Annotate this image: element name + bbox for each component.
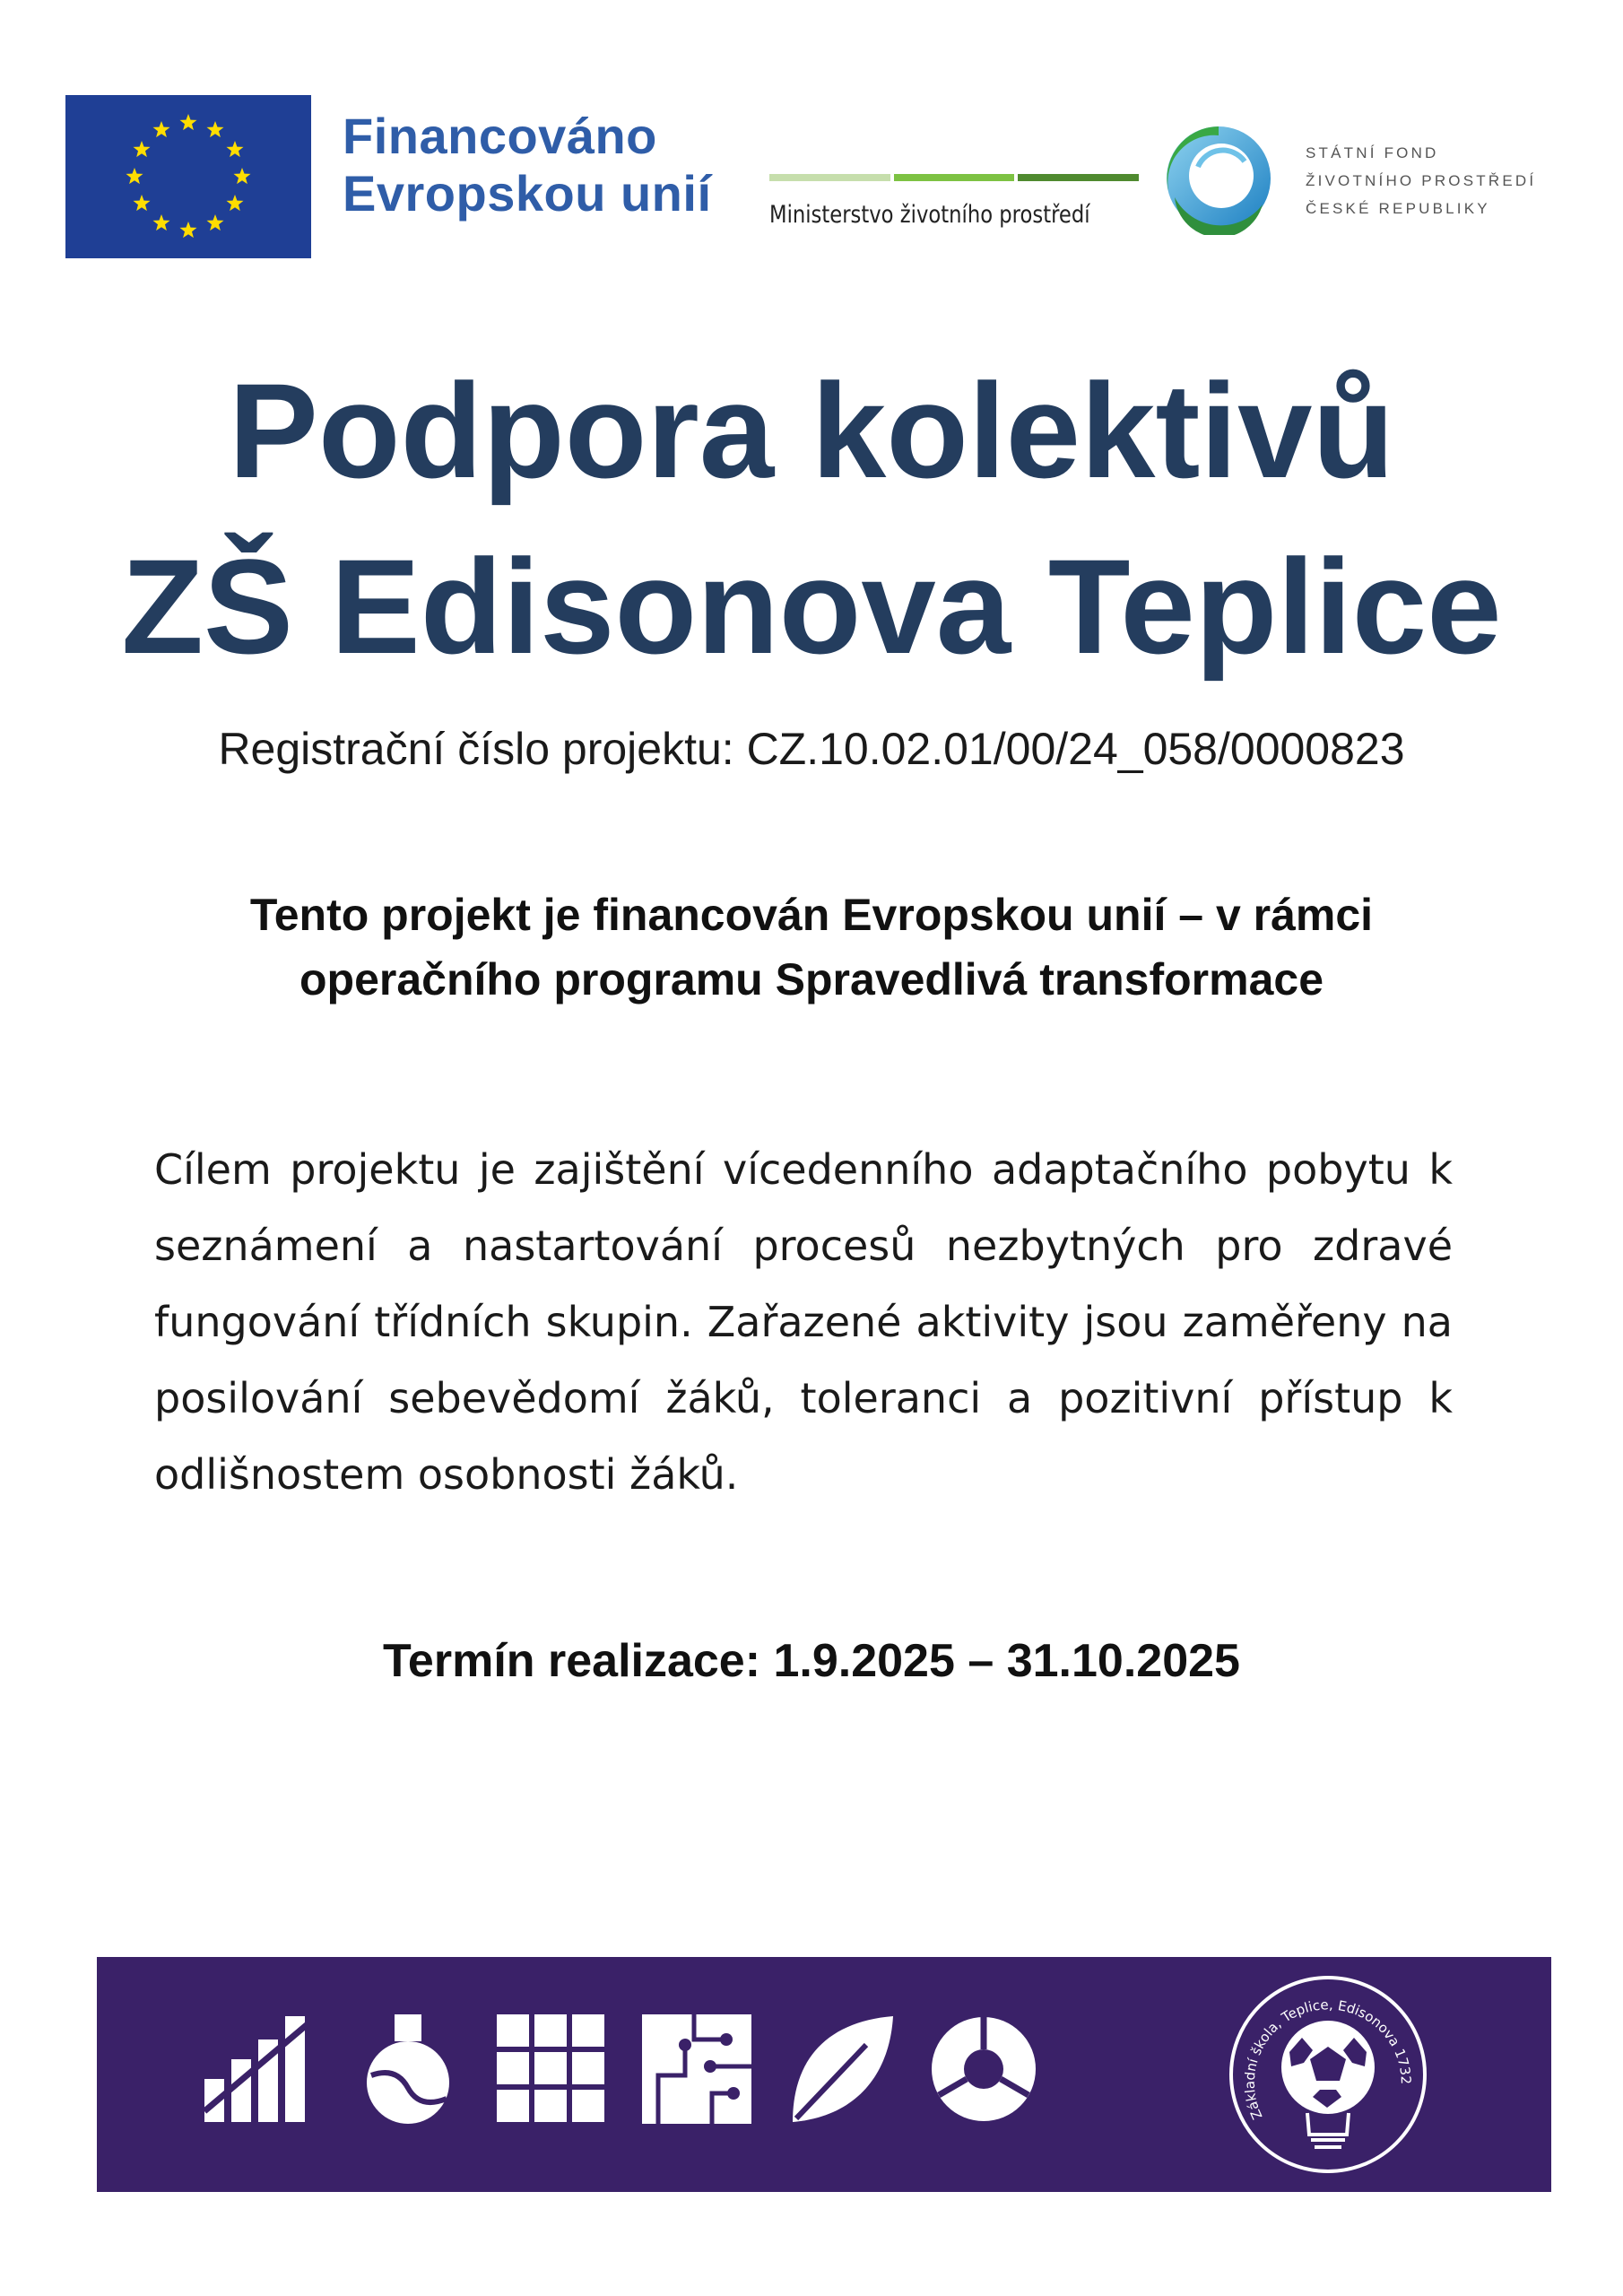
- eu-star: [207, 121, 224, 137]
- eu-star: [180, 222, 197, 238]
- sfzp-line1: STÁTNÍ FOND: [1306, 144, 1439, 161]
- circuit-icon: [640, 2013, 753, 2126]
- realization-term: Termín realizace: 1.9.2025 – 31.10.2025: [383, 1635, 1240, 1687]
- eu-star: [134, 141, 151, 157]
- sfzp-name: [1306, 139, 1536, 222]
- ministry-color-bars: [769, 174, 1139, 181]
- grid-cell: [534, 2014, 567, 2047]
- grid-cell: [497, 2014, 529, 2047]
- grid-cell: [534, 2052, 567, 2084]
- eu-star: [180, 114, 197, 130]
- ministry-logo: [769, 174, 1139, 229]
- title-line2: ZŠ Edisonova Teplice: [121, 531, 1502, 682]
- grid-cell: [572, 2052, 604, 2084]
- eu-funding-label: [343, 108, 712, 222]
- eu-star: [153, 121, 170, 137]
- leaf-icon: [784, 2013, 897, 2126]
- eu-star: [134, 195, 151, 211]
- sfzp-line2: ŽIVOTNÍHO PROSTŘEDÍ: [1306, 172, 1537, 189]
- bar-chart-icon: [201, 2013, 314, 2126]
- grid-cell: [572, 2090, 604, 2122]
- registration-number: Registrační číslo projektu: CZ.10.02.01/00/24_058/0000823: [218, 724, 1405, 774]
- page-title: [0, 343, 1623, 694]
- grid-cell: [497, 2052, 529, 2084]
- school-logo-icon: [1227, 1973, 1429, 2176]
- eu-star: [227, 195, 244, 211]
- sfzp-line3: ČESKÉ REPUBLIKY: [1306, 200, 1490, 217]
- sfzp-circle-logo-icon: [1162, 122, 1275, 235]
- project-description: Cílem projektu je zajištění vícedenního adaptačního pobytu k seznámení a nastartování procesů nezbytných pro zdravé fungování třídních skupin. Zařazené aktivity jsou zaměřeny na posilování sebevědomí žáků, toleranci a pozitivní přístup k odlišnostem osobnosti žáků.: [154, 1145, 1453, 1499]
- eu-star: [153, 214, 170, 230]
- funding-statement: [0, 883, 1623, 1012]
- eu-flag-logo: [65, 95, 311, 258]
- grid-cell: [572, 2014, 604, 2047]
- grid-icon: [495, 2013, 608, 2126]
- funding-line2: operačního programu Spravedlivá transformace: [299, 954, 1324, 1004]
- flask-icon: [360, 2013, 456, 2126]
- cycle-icon: [927, 2013, 1040, 2126]
- eu-stars-icon: [65, 95, 311, 258]
- eu-star: [227, 141, 244, 157]
- eu-star: [234, 168, 251, 184]
- eu-funding-line1: Financováno: [343, 108, 657, 164]
- funding-line1: Tento projekt je financován Evropskou unií – v rámci: [249, 890, 1374, 940]
- ministry-name: Ministerstvo životního prostředí: [769, 201, 1090, 229]
- title-line1: Podpora kolektivů: [228, 355, 1395, 506]
- eu-star: [126, 168, 143, 184]
- grid-cell: [497, 2090, 529, 2122]
- footer-band: [97, 1957, 1551, 2192]
- svg-text:Základní škola, Teplice, Ediso: Základní škola, Teplice, Edisonova 1732: [1241, 1996, 1414, 2122]
- eu-star: [207, 214, 224, 230]
- eu-funding-line2: Evropskou unií: [343, 165, 712, 222]
- grid-cell: [534, 2090, 567, 2122]
